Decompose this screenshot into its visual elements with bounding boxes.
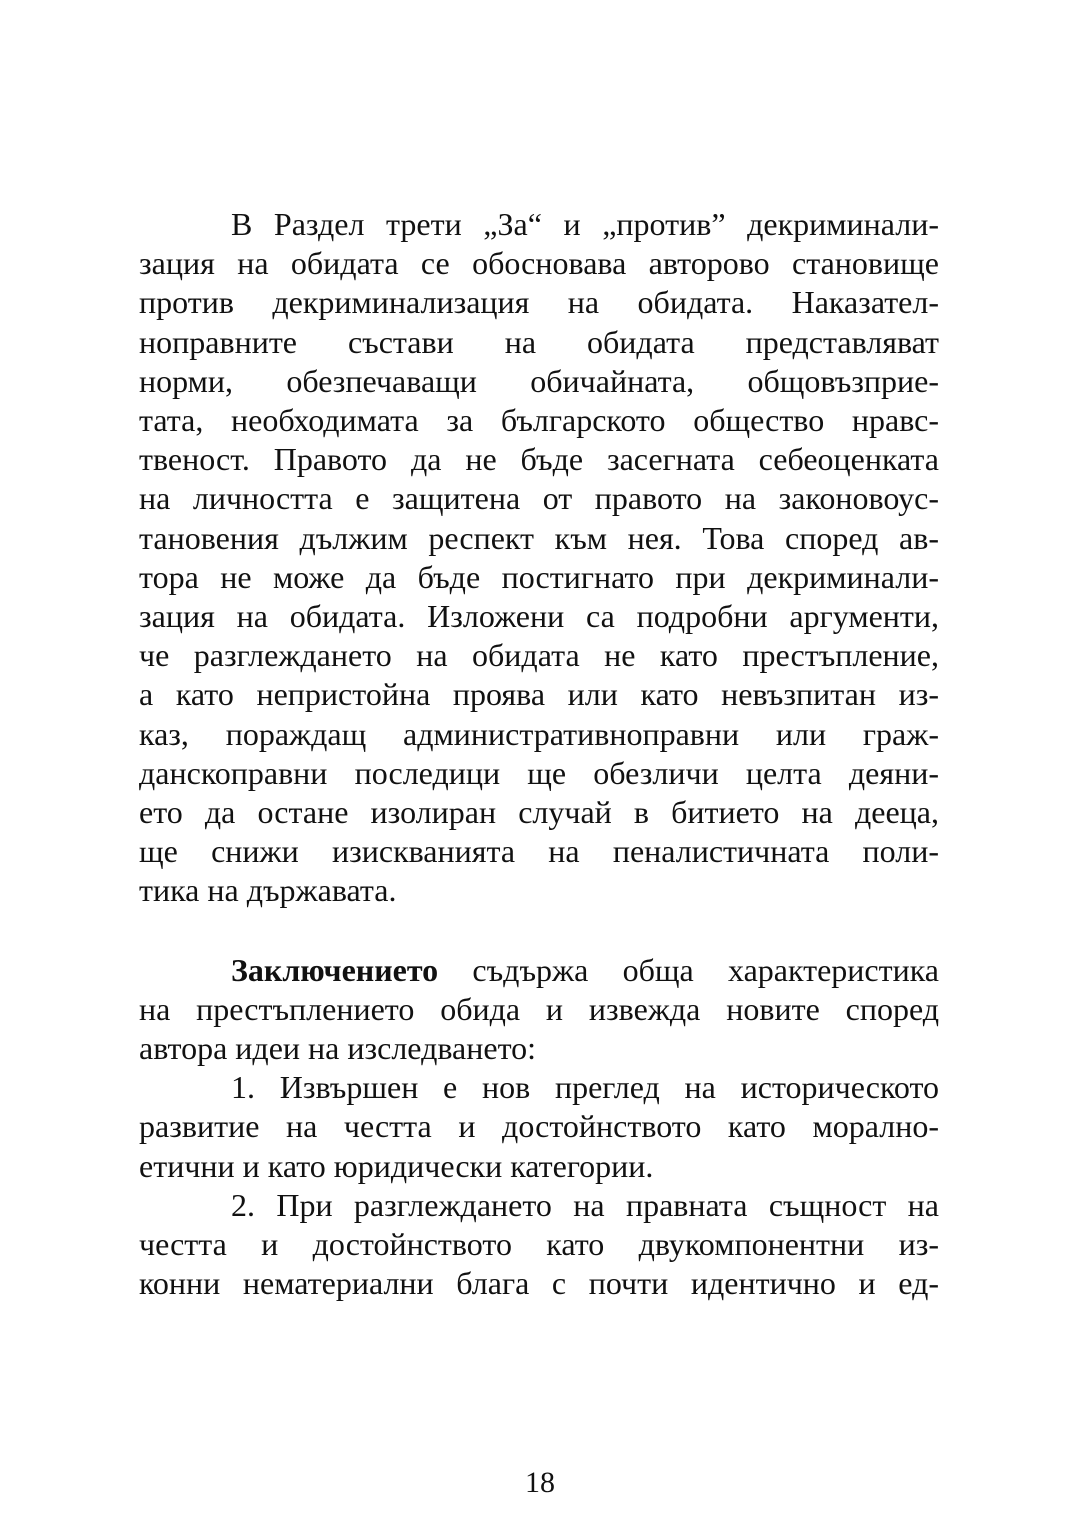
text-fragment: съдържа обща характеристика — [438, 951, 939, 988]
text-line: данскоправни последици ще обезличи целта деяни- — [139, 754, 939, 791]
text-line: автора идеи на изследването: — [139, 1030, 537, 1067]
paragraph-section-three — [139, 205, 939, 911]
paragraph-gap — [139, 911, 939, 951]
text-line: тата, необходимата за българското общество нравс- — [139, 402, 939, 439]
text-line: норми, обезпечаващи обичайната, общовъзприе- — [139, 362, 939, 399]
conclusion-heading: Заключението — [231, 951, 439, 988]
text-line: тора не може да бъде постигнато при декриминали- — [139, 558, 939, 595]
text-line: зация на обидата. Изложени са подробни аргументи, — [139, 598, 939, 635]
page-body — [139, 205, 939, 1303]
text-line: каз, пораждащ административноправни или граж- — [139, 715, 939, 752]
text-line: В Раздел трети „За“ и „против” декриминали- — [231, 206, 939, 242]
text-line: на престъплението обида и извежда новите според — [139, 990, 939, 1027]
text-line: развитие на честта и достойнството като морално- — [139, 1108, 939, 1145]
paragraph-conclusion — [139, 951, 939, 1069]
text-line: 1. Извършен е нов преглед на историческото — [231, 1069, 939, 1106]
list-item-2 — [139, 1186, 939, 1304]
text-line: 2. При разглеждането на правната същност на — [231, 1186, 939, 1223]
text-line: на личността е защитена от правото на законовоус- — [139, 480, 939, 517]
text-line: твеност. Правото да не бъде засегната себеоценката — [139, 441, 939, 478]
list-item-1 — [139, 1068, 939, 1186]
text-line: а като непристойна проява или като невъзпитан из- — [139, 676, 939, 713]
text-line: честта и достойнството като двукомпонентни из- — [139, 1226, 939, 1263]
text-line: че разглеждането на обидата не като престъпление, — [139, 637, 939, 674]
text-line: ето да остане изолиран случай в битието на дееца, — [139, 794, 939, 831]
text-line: тика на държавата. — [139, 872, 397, 909]
text-line — [139, 951, 939, 990]
text-line: ноправните състави на обидата представляват — [139, 323, 939, 360]
text-line: против декриминализация на обидата. Наказател- — [139, 284, 939, 321]
text-line: зация на обидата се обосновава авторово становище — [139, 245, 939, 282]
text-line: етични и като юридически категории. — [139, 1147, 654, 1184]
page-number: 18 — [525, 1466, 555, 1499]
text-line: ще снижи изискванията на пеналистичната поли- — [139, 833, 939, 870]
text-line: тановения дължим респект към нея. Това според ав- — [139, 519, 939, 556]
text-line: конни нематериални блага с почти идентично и ед- — [139, 1265, 939, 1302]
